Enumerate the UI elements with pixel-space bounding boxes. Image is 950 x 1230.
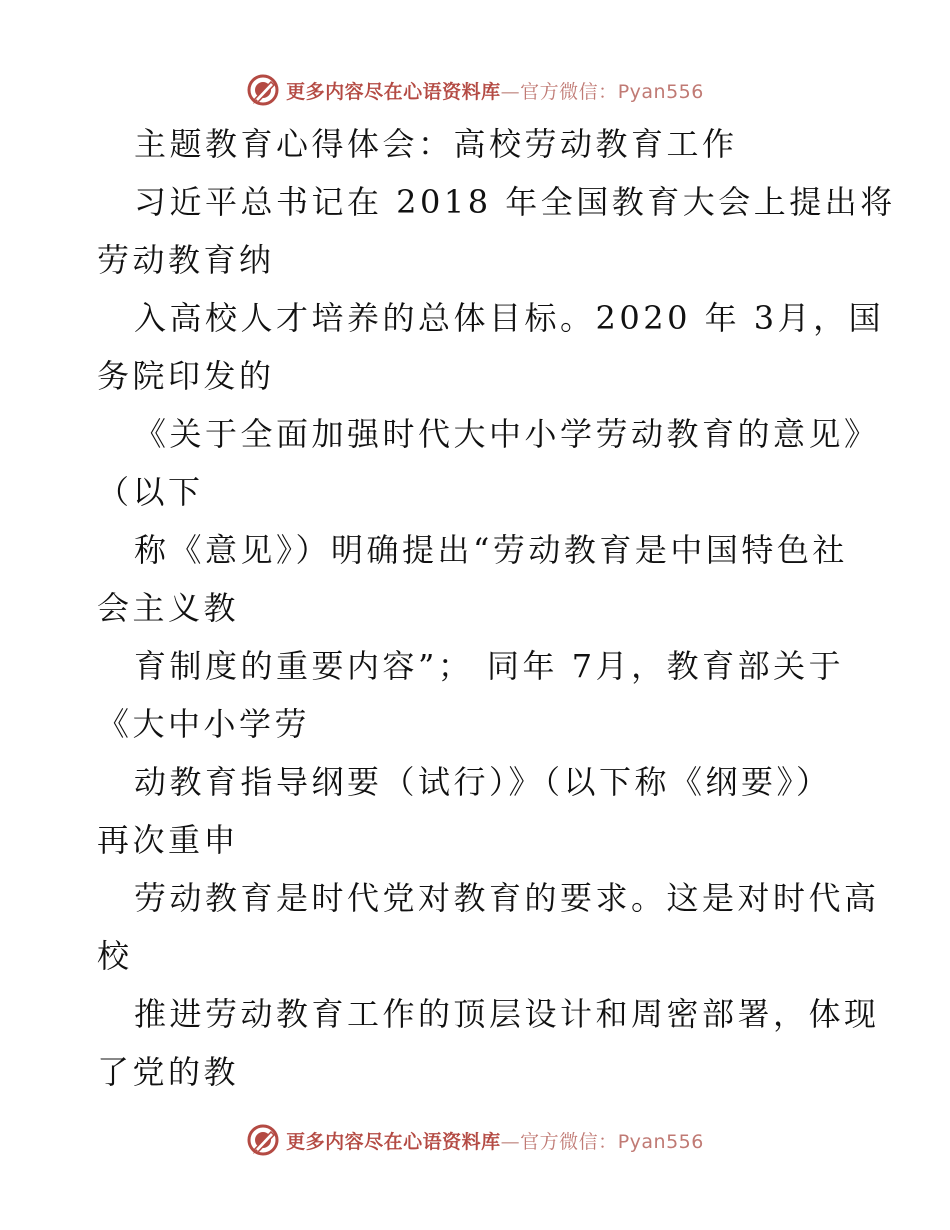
- footer-watermark: [0, 1120, 950, 1160]
- watermark-label: 官方微信：: [520, 1130, 618, 1153]
- watermark-brand: 更多内容尽在心语资料库: [286, 1130, 501, 1153]
- text-line: 入高校人才培养的总体目标。2020 年 3月，国: [134, 299, 885, 337]
- text-line: 《大中小学劳: [97, 705, 311, 743]
- text-line: 劳动教育是时代党对教育的要求。这是对时代高: [134, 879, 880, 917]
- text-line: 育制度的重要内容”； 同年 7月，教育部关于: [134, 647, 845, 685]
- watermark-dash: —: [500, 1130, 521, 1153]
- text-line: 习近平总书记在 2018 年全国教育大会上提出将: [134, 183, 896, 221]
- text-line: 务院印发的: [97, 357, 275, 395]
- text-line: （以下: [97, 473, 204, 511]
- pen-logo-icon: [246, 1123, 280, 1157]
- watermark-group: [246, 1123, 704, 1157]
- text-line: 主题教育心得体会：高校劳动教育工作: [134, 125, 738, 163]
- watermark-brand: 更多内容尽在心语资料库: [286, 80, 501, 103]
- text-line: 会主义教: [97, 589, 240, 627]
- pen-logo-icon: [246, 73, 280, 107]
- watermark-handle: Pyan556: [617, 1130, 704, 1153]
- text-line: 了党的教: [97, 1053, 240, 1091]
- text-line: 动教育指导纲要（试行）》（以下称《纲要》）: [134, 763, 832, 801]
- text-line: 推进劳动教育工作的顶层设计和周密部署，体现: [134, 995, 880, 1033]
- watermark-group: [246, 73, 704, 107]
- watermark-label: 官方微信：: [520, 80, 618, 103]
- watermark-dash: —: [500, 80, 521, 103]
- text-line: 校: [97, 937, 133, 975]
- text-line: 再次重申: [97, 821, 240, 859]
- watermark-text: [286, 1127, 704, 1154]
- text-line: 《关于全面加强时代大中小学劳动教育的意见》: [134, 415, 880, 453]
- document-body: [0, 115, 950, 1101]
- text-line: 劳动教育纳: [97, 241, 275, 279]
- header-watermark: [0, 70, 950, 110]
- watermark-text: [286, 77, 704, 104]
- watermark-handle: Pyan556: [617, 80, 704, 103]
- text-line: 称《意见》）明确提出“劳动教育是中国特色社: [134, 531, 848, 569]
